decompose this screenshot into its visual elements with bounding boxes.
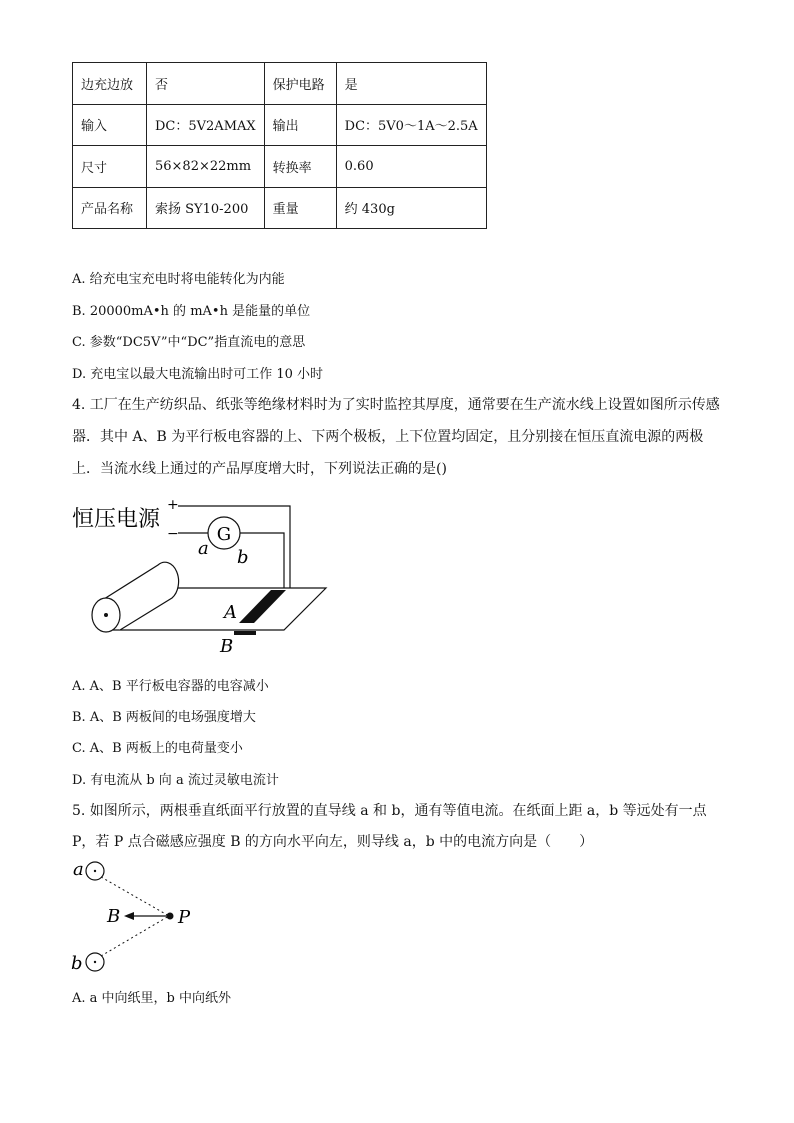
spec-label-cell: 输入 [73, 104, 147, 146]
q3-option-b: B. 20000mA•h 的 mA•h 是能量的单位 [72, 304, 311, 319]
spec-value-cell: DC：5V0～1A～2.5A [336, 104, 486, 146]
spec-value-cell: 0.60 [336, 146, 486, 188]
spec-label-cell: 产品名称 [73, 187, 147, 229]
spec-label-cell: 保护电路 [264, 63, 336, 105]
spec-value-cell: 56×82×22mm [147, 146, 265, 188]
q4-stem-line-3: 上．当流水线上通过的产品厚度增大时，下列说法正确的是() [72, 461, 447, 477]
q4-option-b: B. A、B 两板间的电场强度增大 [72, 710, 256, 725]
spec-row [73, 104, 487, 146]
point-p-label: P [178, 907, 191, 928]
spec-row [73, 187, 487, 229]
spec-value-cell: 约 430g [336, 187, 486, 229]
capacitor-sensor-figure [66, 492, 336, 662]
wire-b-label: b [71, 953, 83, 974]
field-b-label: B [107, 906, 121, 927]
spec-row [73, 146, 487, 188]
spec-table [72, 62, 487, 229]
q4-option-c: C. A、B 两板上的电荷量变小 [72, 741, 243, 756]
source-label: 恒压电源 [72, 507, 161, 532]
spec-value-cell: 索扬 SY10-200 [147, 187, 265, 229]
q5-stem-line-1: 5. 如图所示，两根垂直纸面平行放置的直导线 a 和 b，通有等值电流。在纸面上距 a，b 等远处有一点 [72, 803, 707, 819]
q4-stem-line-2: 器．其中 A、B 为平行板电容器的上、下两个极板，上下位置均固定，且分别接在恒压直流电源的两极 [72, 429, 704, 445]
minus-sign: − [167, 526, 179, 542]
point-p [167, 913, 174, 920]
terminal-a-label: a [198, 538, 209, 559]
wires-field-figure [68, 855, 208, 980]
spec-label-cell: 尺寸 [73, 146, 147, 188]
galvanometer-label: G [216, 524, 232, 545]
q4-stem-line-1: 4. 工厂在生产纺织品、纸张等绝缘材料时为了实时监控其厚度，通常要在生产流水线上设置如图所示传感 [72, 397, 720, 413]
spec-value-cell: 是 [336, 63, 486, 105]
q3-option-a: A. 给充电宝充电时将电能转化为内能 [72, 272, 285, 287]
spec-label-cell: 转换率 [264, 146, 336, 188]
q3-option-c: C. 参数“DC5V”中“DC”指直流电的意思 [72, 335, 306, 350]
plate-b-label: B [220, 636, 234, 657]
terminal-b-label: b [237, 547, 249, 568]
plate-a-label: A [224, 602, 237, 623]
spec-value-cell: DC：5V2AMAX [147, 104, 265, 146]
spec-label-cell: 边充边放 [73, 63, 147, 105]
spec-row [73, 63, 487, 105]
spec-value-cell: 否 [147, 63, 265, 105]
spec-label-cell: 重量 [264, 187, 336, 229]
plate-b [234, 631, 256, 635]
q5-option-a: A. a 中向纸里，b 中向纸外 [72, 991, 231, 1006]
spec-label-cell: 输出 [264, 104, 336, 146]
plus-sign: + [167, 497, 179, 513]
wire-a-label: a [73, 859, 84, 880]
q5-stem-line-2: P，若 P 点合磁感应强度 B 的方向水平向左，则导线 a，b 中的电流方向是（ ） [72, 834, 594, 850]
q4-option-d: D. 有电流从 b 向 a 流过灵敏电流计 [72, 773, 279, 788]
q4-option-a: A. A、B 平行板电容器的电容减小 [72, 679, 269, 694]
q3-option-d: D. 充电宝以最大电流输出时可工作 10 小时 [72, 367, 324, 382]
